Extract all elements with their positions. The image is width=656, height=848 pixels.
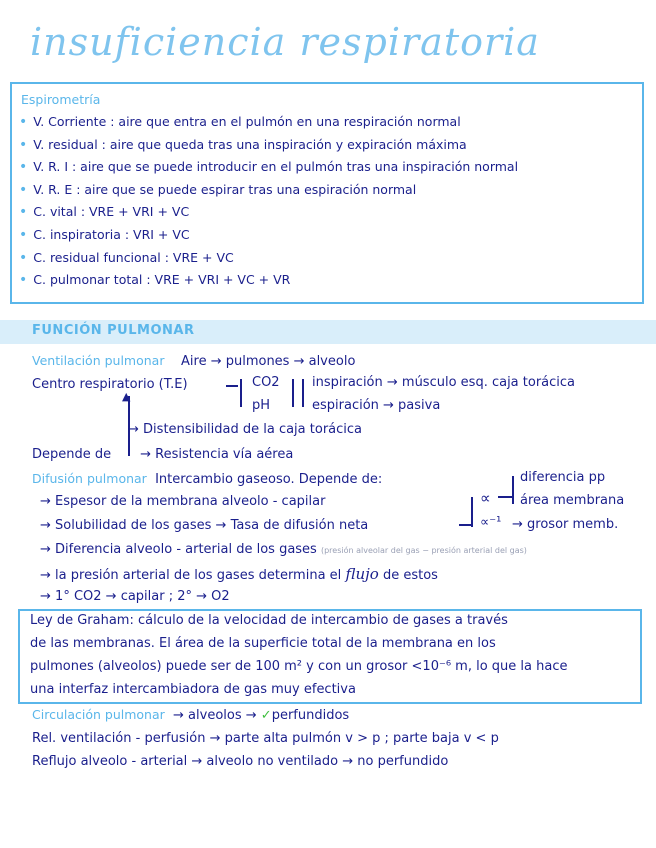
arrow-icon: →	[40, 494, 51, 509]
ph-label: pH	[252, 398, 271, 413]
circulacion-text: → alveolos →	[173, 708, 257, 723]
resistencia-text: Resistencia vía aérea	[155, 447, 294, 462]
ventilacion-label: Ventilación pulmonar	[32, 353, 165, 368]
connector-line	[226, 385, 238, 387]
list-item: • V. R. I : aire que se puede introducir en el pulmón tras una inspiración normal	[19, 159, 519, 176]
espirometria-list	[19, 114, 518, 295]
grosor-text: → grosor memb.	[512, 517, 619, 532]
list-item: • V. R. E : aire que se puede espirar tras una espiración normal	[19, 181, 417, 198]
ventilacion-text: Aire → pulmones → alveolo	[181, 354, 356, 369]
list-item: • V. Corriente : aire que entra en el pulmón en una respiración normal	[19, 114, 461, 130]
inspiracion-text: inspiración → músculo esq. caja torácica	[312, 375, 576, 390]
section-band	[0, 320, 656, 344]
bullet-icon: •	[19, 114, 28, 130]
diferencia-pp: diferencia pp	[520, 470, 606, 485]
bracket-line	[512, 476, 514, 504]
espesor-row: → Espesor de la membrana alveolo - capilar	[40, 494, 326, 509]
page-title: insuficiencia respiratoria	[30, 20, 540, 64]
arrow-icon: →	[40, 542, 51, 557]
graham-line: Ley de Graham: cálculo de la velocidad de intercambio de gases a través	[30, 613, 508, 628]
espirometria-box	[10, 82, 644, 304]
bracket-line	[471, 497, 473, 527]
distensibilidad-row: → Distensibilidad de la caja torácica	[128, 422, 363, 437]
list-item: • C. inspiratoria : VRI + VC	[19, 226, 190, 243]
list-item: • C. residual funcional : VRE + VC	[19, 249, 234, 266]
circulacion-row	[32, 706, 349, 725]
co2-o2-row: → 1° CO2 → capilar ; 2° → O2	[40, 589, 230, 604]
funcion-heading: FUNCIÓN PULMONAR	[32, 323, 195, 338]
presion-row: → la presión arterial de los gases determina el flujo de estos	[40, 565, 438, 583]
bracket-line	[240, 379, 242, 407]
inv-prop-symbol: ∝⁻¹	[480, 515, 502, 530]
bullet-icon: •	[19, 272, 28, 289]
graham-line: de las membranas. El área de la superficie total de la membrana en los	[30, 636, 496, 651]
depende-row	[32, 446, 293, 464]
co2-label: CO2	[252, 375, 280, 390]
bullet-icon: •	[19, 204, 28, 221]
espirometria-heading: Espirometría	[21, 92, 101, 107]
bullet-icon: •	[19, 226, 28, 243]
flujo-word: flujo	[345, 565, 379, 583]
reflujo-row: Reflujo alveolo - arterial → alveolo no ventilado → no perfundido	[32, 754, 449, 769]
arrow-icon: →	[40, 518, 51, 533]
list-item: • C. pulmonar total : VRE + VRI + VC + VR	[19, 272, 291, 289]
check-icon: ✓	[260, 708, 272, 723]
connector-line	[459, 524, 471, 526]
area-membrana: área membrana	[520, 493, 625, 508]
graham-box	[18, 609, 642, 704]
bullet-icon: •	[19, 249, 28, 266]
graham-line: una interfaz intercambiadora de gas muy efectiva	[30, 682, 356, 697]
list-item: • V. residual : aire que queda tras una inspiración y expiración máxima	[19, 136, 467, 153]
perfundidos-text: perfundidos	[271, 708, 350, 723]
bullet-icon: •	[19, 136, 28, 153]
diferencia-note: (presión alveolar del gas − presión arterial del gas)	[320, 546, 527, 555]
depende-label: Depende de	[32, 447, 112, 462]
diferencia-row: → Diferencia alveolo - arterial de los gases (presión alveolar del gas − presión arterial del gas)	[40, 542, 527, 557]
bullet-icon: •	[19, 181, 28, 198]
centro-respiratorio: Centro respiratorio (T.E)	[32, 377, 188, 392]
arrow-icon: →	[128, 422, 139, 437]
difusion-row	[32, 470, 382, 489]
difusion-text: Intercambio gaseoso. Depende de:	[155, 472, 383, 487]
solubilidad-row: → Solubilidad de los gases → Tasa de difusión neta	[40, 518, 369, 533]
bracket-line	[292, 379, 294, 407]
circulacion-label: Circulación pulmonar	[32, 707, 165, 722]
arrow-icon: →	[40, 589, 51, 604]
prop-symbol: ∝	[480, 489, 491, 507]
arrow-icon: →	[40, 568, 51, 583]
list-item: • C. vital : VRE + VRI + VC	[19, 204, 190, 221]
graham-line: pulmones (alveolos) puede ser de 100 m² y con un grosor <10⁻⁶ m, lo que la hace	[30, 659, 568, 674]
rel-ventilacion: Rel. ventilación - perfusión → parte alta pulmón v > p ; parte baja v < p	[32, 731, 499, 746]
ventilacion-row	[32, 352, 355, 371]
espiracion-text: espiración → pasiva	[312, 398, 441, 413]
bullet-icon: •	[19, 159, 28, 176]
difusion-label: Difusión pulmonar	[32, 471, 147, 486]
connector-line	[498, 496, 512, 498]
bracket-line	[302, 379, 304, 407]
up-arrow-icon: ▲	[122, 390, 131, 403]
arrow-icon: →	[140, 447, 151, 462]
